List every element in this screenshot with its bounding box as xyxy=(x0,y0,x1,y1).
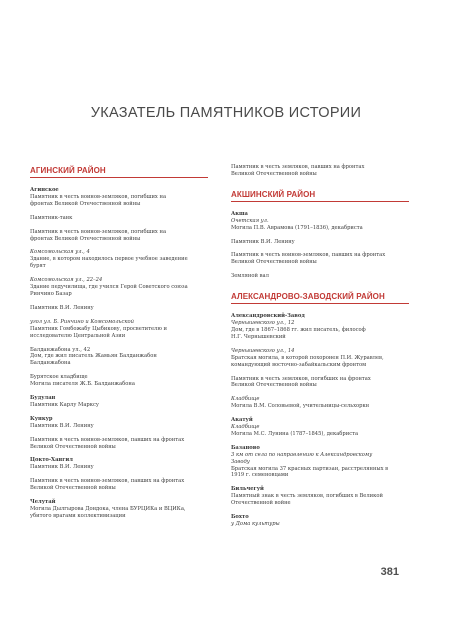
address-line: у Дома культуры xyxy=(231,521,280,527)
page-title: УКАЗАТЕЛЬ ПАМЯТНИКОВ ИСТОРИИ xyxy=(90,105,362,121)
entry-text: командующий восточно-забайкальским фронтом xyxy=(231,361,367,368)
place-name: Базаново xyxy=(231,444,260,451)
index-entry xyxy=(231,164,409,178)
address-line: Чернышевского ул., 14 xyxy=(231,347,295,354)
address-line: Заводу xyxy=(231,458,250,465)
index-entry xyxy=(30,305,208,312)
address-line: Чернышевского ул., 12 xyxy=(231,320,295,327)
index-entry xyxy=(30,277,208,298)
entry-text: Памятник в честь земляков, погибших на фронтах xyxy=(231,375,371,382)
entry-text: Н.Г. Чернышевский xyxy=(231,333,286,340)
entry-text: Памятник В.И. Ленину xyxy=(30,422,94,429)
index-entry xyxy=(231,486,409,507)
index-entry xyxy=(30,215,208,222)
entry-text: Дом, где жил писатель Жамьян Балданжабон xyxy=(30,353,157,360)
place-name: Александровский-Завод xyxy=(231,313,305,320)
entry-text: Великой Отечественной войны xyxy=(30,485,116,492)
entry-text: Великой Отечественной войны xyxy=(30,443,116,450)
district-section xyxy=(231,164,409,178)
index-entry xyxy=(231,252,409,266)
entry-text: Памятник Гомбожабу Цыбикову, просветителю и xyxy=(30,325,167,332)
entry-text: Балданжабона xyxy=(30,360,71,367)
entry-text: Великой Отечественной войны xyxy=(231,259,317,266)
district-section xyxy=(30,166,208,520)
index-entry xyxy=(231,396,409,410)
index-entry xyxy=(231,313,409,341)
district-heading: АЛЕКСАНДРОВО-ЗАВОДСКИЙ РАЙОН xyxy=(231,292,409,304)
address-line: Кладбище xyxy=(231,396,260,403)
entry-text: Памятник в честь воинов-земляков, погибших на xyxy=(30,193,167,200)
entry-text: фронтах Великой Отечественной войны xyxy=(30,200,141,207)
place-name: Акатуй xyxy=(231,417,253,424)
entry-text: Могила П.В. Аврамова (1791–1836), декабриста xyxy=(231,224,363,231)
entry-text: Могила писателя Ж.Б. Балданжабона xyxy=(30,381,135,388)
index-entry xyxy=(30,347,208,368)
entry-text: Отечественной войне xyxy=(231,500,291,507)
entry-text: Балданжабона ул., 42 xyxy=(30,346,91,353)
district-heading: АГИНСКИЙ РАЙОН xyxy=(30,166,208,178)
entry-text: Памятник В.И. Ленину xyxy=(231,238,295,245)
entry-text: фронтах Великой Отечественной войны xyxy=(30,235,141,242)
entry-text: Братская могила, в которой похоронен П.И. Журавлев, xyxy=(231,354,384,361)
entry-text: Памятный знак в честь земляков, погибших в Великой xyxy=(231,493,383,500)
index-entry xyxy=(231,445,409,480)
place-name: Челутай xyxy=(30,499,56,506)
place-name: Будулан xyxy=(30,395,56,402)
index-entry xyxy=(30,416,208,430)
place-name: Акша xyxy=(231,210,248,217)
entry-text: Земляной вал xyxy=(231,273,269,280)
index-entry xyxy=(231,239,409,246)
index-entry xyxy=(231,376,409,390)
entry-text: Дом, где в 1867–1868 гг. жил писатель, философ xyxy=(231,326,366,333)
entry-text: Памятник-танк xyxy=(30,214,73,221)
entry-text: исследователю Центральной Азии xyxy=(30,332,126,339)
address-line: Комсомольская ул., 22–24 xyxy=(30,277,103,284)
entry-text: Здание педучилища, где учился Герой Советского союза xyxy=(30,284,188,291)
entry-text: Памятник в честь воинов-земляков, павших на фронтах xyxy=(231,252,386,259)
address-line: 3 км от села по направлению к Александровскому xyxy=(231,451,373,458)
entry-text: Великой Отечественной войны xyxy=(231,382,317,389)
index-entry xyxy=(30,478,208,492)
index-entry xyxy=(30,319,208,340)
entry-text: Бурятское кладбище xyxy=(30,374,88,381)
index-entry xyxy=(30,437,208,451)
index-entry xyxy=(231,514,409,528)
entry-text: Памятник Карлу Марксу xyxy=(30,401,99,408)
address-line: угол ул. Б. Ринчино и Комсомольской xyxy=(30,318,134,325)
place-name: Кункур xyxy=(30,415,53,422)
index-column-right xyxy=(231,164,409,535)
index-entry xyxy=(30,229,208,243)
entry-text: Памятник в честь воинов-земляков, павших на фронтах xyxy=(30,478,185,485)
place-name: Бильчегуй xyxy=(231,486,264,493)
index-entry xyxy=(30,374,208,388)
district-section xyxy=(231,292,409,528)
address-line: Кладбище xyxy=(231,424,260,431)
place-name: Бохто xyxy=(231,514,249,521)
page-number: 381 xyxy=(380,566,399,578)
entry-text: Великой Отечественной войны xyxy=(231,170,317,177)
entry-text: Здание, в котором находилось первое учебное заведение xyxy=(30,256,188,263)
address-line: Комсомольская ул., 4 xyxy=(30,249,90,256)
index-entry xyxy=(231,273,409,280)
place-name: Цокто-Хангил xyxy=(30,457,73,464)
index-entry xyxy=(231,211,409,232)
entry-text: Памятник В.И. Ленину xyxy=(30,464,94,471)
district-section xyxy=(231,190,409,280)
address-line: Очетская ул. xyxy=(231,217,269,224)
district-heading: АКШИНСКИЙ РАЙОН xyxy=(231,190,409,202)
index-entry xyxy=(30,395,208,409)
index-entry xyxy=(30,457,208,471)
index-entry xyxy=(30,249,208,270)
entry-text: 1919 г. семеновцами xyxy=(231,472,289,479)
entry-text: бурят xyxy=(30,263,46,270)
entry-text: убитого врагами коллективизации xyxy=(30,512,126,519)
entry-text: Ринчино Базар xyxy=(30,290,72,297)
index-entry xyxy=(231,348,409,369)
place-name: Агинское xyxy=(30,187,59,193)
entry-text: Памятник в честь земляков, павших на фронтах xyxy=(231,164,365,170)
index-column-left xyxy=(30,166,208,527)
entry-text: Могила В.М. Соловьевой, учительницы-сельхоркн xyxy=(231,403,370,410)
index-entry xyxy=(30,499,208,520)
index-entry xyxy=(231,417,409,438)
entry-text: Памятник в честь воинов-земляков, павших на фронтах xyxy=(30,436,185,443)
entry-text: Памятник В.И. Ленину xyxy=(30,304,94,311)
index-entry xyxy=(30,187,208,208)
entry-text: Памятник в честь воинов-земляков, погибших на xyxy=(30,228,167,235)
entry-text: Могила М.С. Лунина (1787–1845), декабриста xyxy=(231,430,359,437)
entry-text: Могила Дылгырова Дондока, члена БУРЦИКа и ВЦИКа, xyxy=(30,506,186,512)
entry-text: Братская могила 37 красных партизан, расстрелянных в xyxy=(231,465,389,472)
